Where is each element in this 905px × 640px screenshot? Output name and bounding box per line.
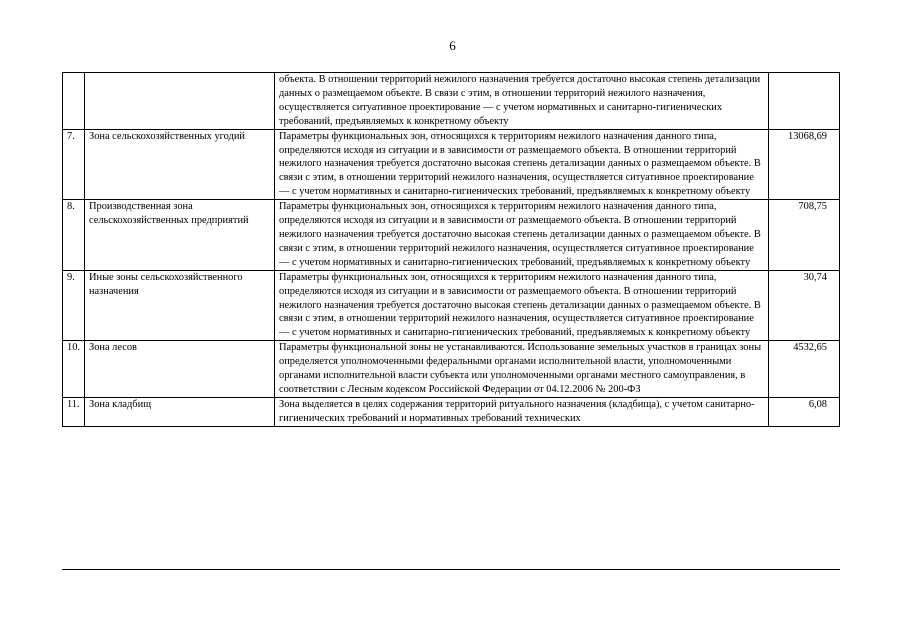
zone-description: Зона выделяется в целях содержания территорий ритуального назначения (кладбища), с учетом санитарно-гигиенических требований и нормативных требований технических (275, 397, 769, 426)
page-number: 6 (449, 38, 456, 53)
zone-area: 30,74 (769, 270, 840, 341)
zone-description: Параметры функциональных зон, относящихся к территориям нежилого назначения данного типа, определяются исходя из ситуации и в зависимости от размещаемого объекта. В отношении территорий нежилого назначения требуется достаточно высокая степень детализации данных о размещаемом объекте. В связи с этим, в отношении территорий нежилого назначения, осуществляется ситуативное проектирование — с учетом нормативных и санитарно-гигиенических требований, предъявляемых к конкретному объекту (275, 129, 769, 200)
table-row (63, 341, 840, 398)
row-number: 11. (63, 397, 85, 426)
zone-area: 4532,65 (769, 341, 840, 398)
zone-name: Зона кладбищ (85, 397, 275, 426)
zone-name: Зона лесов (85, 341, 275, 398)
zones-table (62, 72, 840, 427)
row-number: 7. (63, 129, 85, 200)
row-number (63, 73, 85, 130)
zone-name: Зона сельскохозяйственных угодий (85, 129, 275, 200)
zone-description: объекта. В отношении территорий нежилого назначения требуется достаточно высокая степень детализации данных о размещаемом объекте. В связи с этим, в отношении территорий нежилого назначения, осуществляется ситуативное проектирование — с учетом нормативных и санитарно-гигиенических требований, предъявляемых к конкретному объекту (275, 73, 769, 130)
zone-description: Параметры функциональных зон, относящихся к территориям нежилого назначения данного типа, определяются исходя из ситуации и в зависимости от размещаемого объекта. В отношении территорий нежилого назначения требуется достаточно высокая степень детализации данных о размещаемом объекте. В связи с этим, в отношении территорий нежилого назначения, осуществляется ситуативное проектирование — с учетом нормативных и санитарно-гигиенических требований, предъявляемых к конкретному объекту (275, 200, 769, 271)
row-number: 8. (63, 200, 85, 271)
table-row (63, 129, 840, 200)
zone-description: Параметры функциональных зон, относящихся к территориям нежилого назначения данного типа, определяются исходя из ситуации и в зависимости от размещаемого объекта. В отношении территорий нежилого назначения требуется достаточно высокая степень детализации данных о размещаемом объекте. В связи с этим, в отношении территорий нежилого назначения, осуществляется ситуативное проектирование — с учетом нормативных и санитарно-гигиенических требований, предъявляемых к конкретному объекту (275, 270, 769, 341)
zone-area (769, 73, 840, 130)
zone-area: 13068,69 (769, 129, 840, 200)
zones-table-container (62, 72, 840, 570)
zone-name: Иные зоны сельскохозяйственного назначения (85, 270, 275, 341)
row-number: 10. (63, 341, 85, 398)
zone-area: 708,75 (769, 200, 840, 271)
zone-description: Параметры функциональной зоны не устанавливаются. Использование земельных участков в границах зоны определяется уполномоченными федеральными органами исполнительной власти, уполномоченными органами исполнительной власти субъекта или уполномоченными органами местного самоуправления, в соответствии с Лесным кодексом Российской Федерации от 04.12.2006 № 200-ФЗ (275, 341, 769, 398)
table-row (63, 200, 840, 271)
table-row (63, 270, 840, 341)
zone-name: Производственная зона сельскохозяйственных предприятий (85, 200, 275, 271)
zone-name (85, 73, 275, 130)
table-row (63, 73, 840, 130)
row-number: 9. (63, 270, 85, 341)
zone-area: 6,08 (769, 397, 840, 426)
table-row (63, 397, 840, 426)
